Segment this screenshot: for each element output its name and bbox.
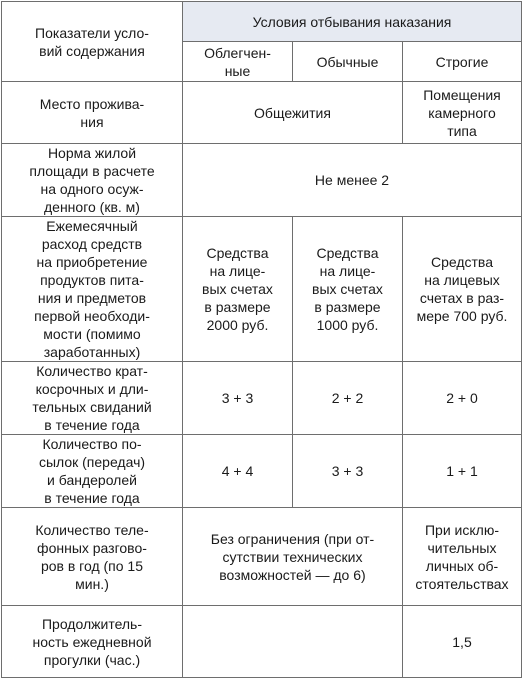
merged-cell [183,82,403,144]
header-row-top [2,2,522,42]
light-cell [183,362,293,435]
cell-value: Средства на лице- вых счетах в размере 1000 руб. [312,245,383,333]
row-label: Количество крат- косрочных и дли- тельных свиданий в течение года [32,363,152,433]
regular-cell [293,217,403,362]
table-row [2,606,522,678]
cell-value: 2 + 2 [331,390,364,406]
cell-value: 3 + 3 [331,463,364,479]
cell-value: Не менее 2 [314,172,390,188]
strict-cell [403,217,522,362]
cell-value: Средства на лицевых счетах в раз- мере 700 руб. [416,254,508,324]
cell-value: 2 + 0 [446,390,478,406]
column-header-light-label: Облегчен- ные [204,44,271,79]
row-label: Количество теле- фонных разгово- ров в год (по 15 мин.) [35,521,149,592]
row-label-cell [2,144,183,217]
cell-value: При исклю- чительных личных об- стоятельствах [415,521,509,592]
column-header-regular [293,42,403,82]
table-row [2,144,522,217]
cell-value: Помещения камерного типа [423,86,501,139]
table-row [2,362,522,435]
merged-cell [183,144,522,217]
cell-value: 3 + 3 [221,390,254,406]
cell-value: Общежития [254,104,331,121]
cell-value: Без ограничения (при от- сутствии технических возможностей — до 6) [210,530,375,583]
cell-value: Средства на лице- вых счетах в размере 2000 руб. [202,245,273,333]
corner-header: Показатели усло- вий содержания [35,24,149,59]
strict-cell [403,508,522,606]
cell-value: 1 + 1 [446,463,478,479]
row-label-cell [2,362,183,435]
table-row [2,217,522,362]
strict-cell [403,362,522,435]
row-label-cell [2,606,183,678]
row-label: Количество по- сылок (передач) и бандеролей в течение года [38,436,146,506]
table-row [2,435,522,508]
cell-value: 4 + 4 [221,463,254,479]
row-label: Продолжитель- ность ежедневной прогулки (час.) [32,615,152,668]
conditions-table [1,1,522,678]
column-header-strict [403,42,522,82]
corner-header-cell [2,2,183,82]
light-cell [183,217,293,362]
strict-cell [403,606,522,678]
column-header-regular-label: Обычные [316,53,379,70]
empty-cell [183,606,403,678]
regular-cell [293,435,403,508]
row-label-cell [2,217,183,362]
row-label: Норма жилой площади в расчете на одного осуж- денного (кв. м) [29,145,155,215]
table-row [2,82,522,144]
cell-value: 1,5 [452,633,472,650]
row-label-cell [2,82,183,144]
column-header-light [183,42,293,82]
row-label: Ежемесячный расход средств на приобретение продуктов пита- ния и предметов первой необходи- мости (помимо заработанных) [34,218,150,360]
regular-cell [293,362,403,435]
strict-cell [403,435,522,508]
group-header-cell [183,2,522,42]
table-row [2,508,522,606]
row-label-cell [2,435,183,508]
column-header-strict-label: Строгие [435,53,489,70]
group-header: Условия отбывания наказания [252,13,452,30]
row-label-cell [2,508,183,606]
merged-cell [183,508,403,606]
strict-cell [403,82,522,144]
light-cell [183,435,293,508]
row-label: Место прожива- ния [39,95,145,130]
